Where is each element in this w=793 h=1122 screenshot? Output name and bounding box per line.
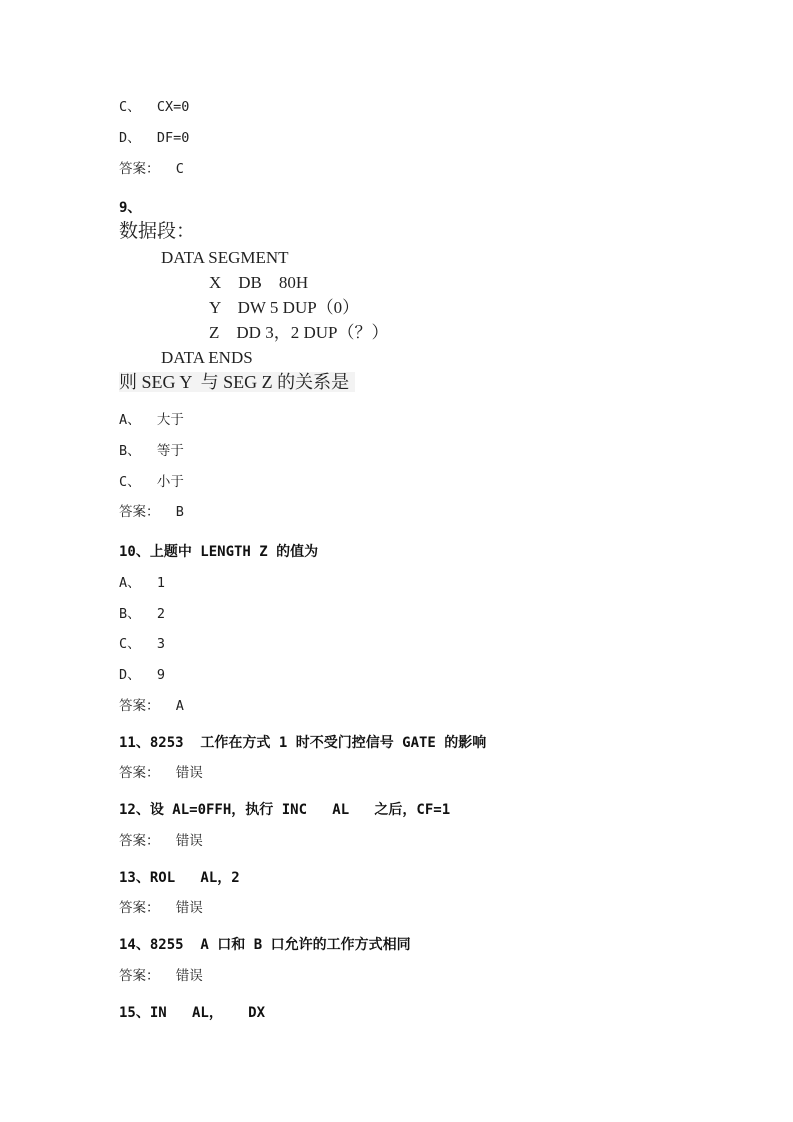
option-c: C、 3 xyxy=(119,636,166,652)
image-x-db-line: X DB 80H xyxy=(209,273,309,292)
question-9-number: 9、 xyxy=(119,200,142,216)
question-10: 10、上题中 LENGTH Z 的值为 xyxy=(119,544,319,560)
image-z-dd-line: Z DD 3，2 DUP（？） xyxy=(209,323,389,342)
answer-line: 答案： 错误 xyxy=(119,833,203,849)
option-c: C、 小于 xyxy=(119,474,184,490)
image-y-dw-line: Y DW 5 DUP（0） xyxy=(209,298,360,317)
question-11: 11、8253 工作在方式 1 时不受门控信号 GATE 的影响 xyxy=(119,735,487,751)
image-data-ends-line: DATA ENDS xyxy=(161,348,253,367)
question-13: 13、ROL AL，2 xyxy=(119,870,240,886)
question-12: 12、设 AL=0FFH，执行 INC AL 之后，CF=1 xyxy=(119,802,451,818)
option-c-cx: C、 CX=0 xyxy=(119,99,190,115)
image-data-segment-line: DATA SEGMENT xyxy=(161,248,289,267)
option-a: A、 1 xyxy=(119,575,166,591)
answer-line: 答案： B xyxy=(119,504,184,520)
image-title-text: 数据段： xyxy=(119,221,196,242)
answer-line: 答案： 错误 xyxy=(119,765,203,781)
answer-line: 答案： 错误 xyxy=(119,968,203,984)
question-9-embedded-image xyxy=(117,218,417,398)
question-14: 14、8255 A 口和 B 口允许的工作方式相同 xyxy=(119,937,411,953)
option-d: D、 9 xyxy=(119,667,166,683)
answer-line: 答案： A xyxy=(119,698,184,714)
option-b: B、 等于 xyxy=(119,443,184,459)
option-b: B、 2 xyxy=(119,606,166,622)
answer-line: 答案： C xyxy=(119,161,184,177)
image-question-text: 则 SEG Y 与 SEG Z 的关系是 xyxy=(119,372,355,392)
option-a: A、 大于 xyxy=(119,412,184,428)
option-d-df: D、 DF=0 xyxy=(119,130,190,146)
answer-line: 答案： 错误 xyxy=(119,900,203,916)
question-15: 15、IN AL， DX xyxy=(119,1005,266,1021)
